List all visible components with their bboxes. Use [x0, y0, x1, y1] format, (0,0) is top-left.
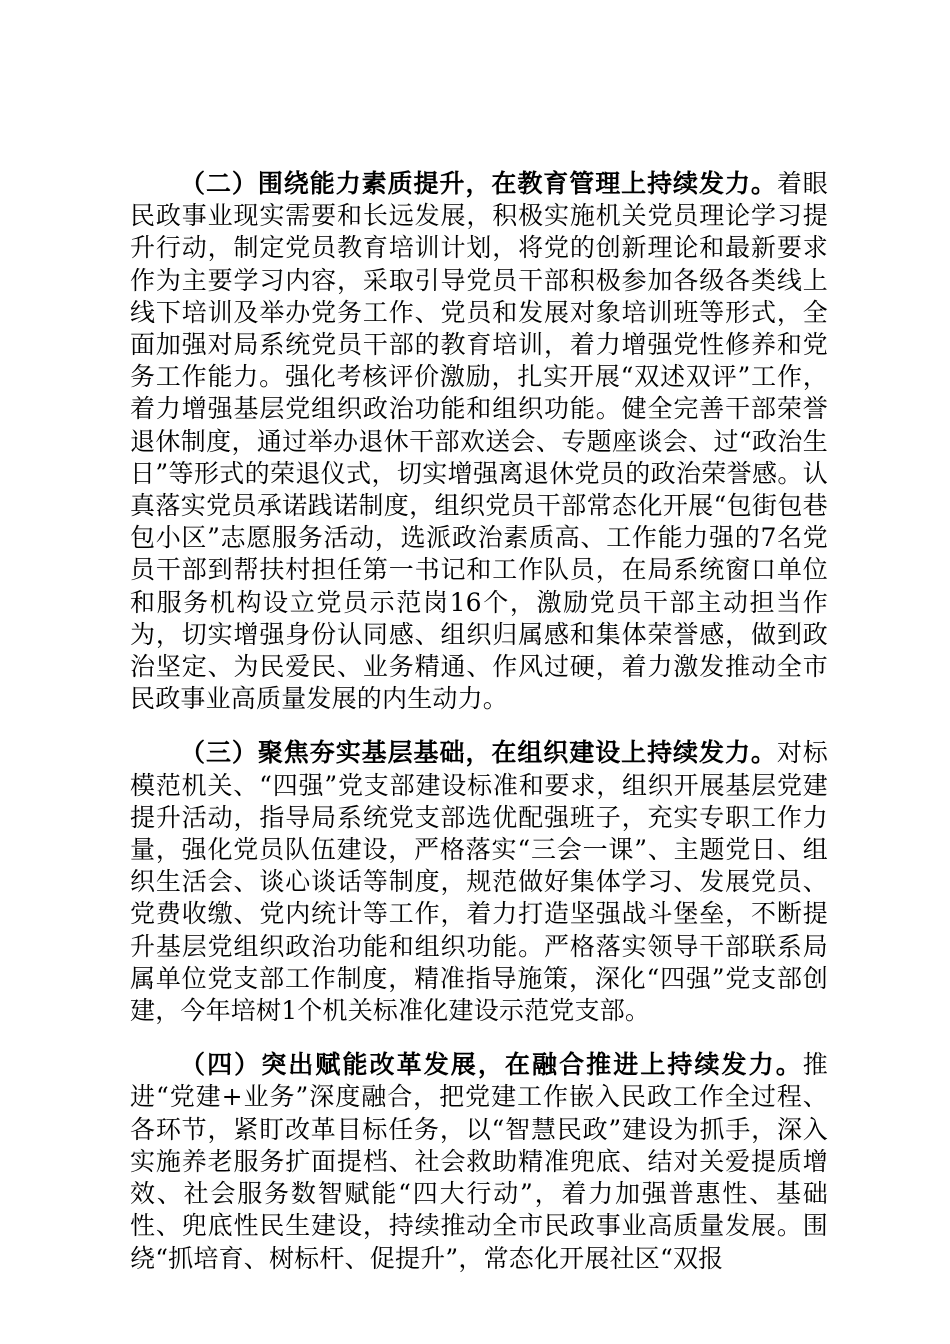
section-body: 推进“党建+业务”深度融合，把党建工作嵌入民政工作全过程、各环节，紧盯改革目标任务，以“智慧民政”建设为抓手，深入实施养老服务扩面提档、社会救助精准兜底、结对关爱提质增效、社会服务数智赋能“四大行动”，着力加强普惠性、基础性、兜底性民生建设，持续推动全市民政事业高质量发展。围绕“抓培育、树标杆、促提升”，常态化开展社区“双报 [130, 1050, 828, 1273]
section-heading: （二）围绕能力素质提升，在教育管理上持续发力。 [180, 169, 777, 198]
paragraph-section-3 [130, 737, 828, 1027]
section-heading: （四）突出赋能改革发展，在融合推进上持续发力。 [180, 1050, 803, 1080]
document-page [130, 168, 828, 1297]
section-body: 着眼民政事业现实需要和长远发展，积极实施机关党员理论学习提升行动，制定党员教育培训计划，将党的创新理论和最新要求作为主要学习内容，采取引导党员干部积极参加各级各类线上线下培训及举办党务工作、党员和发展对象培训班等形式，全面加强对局系统党员干部的教育培训，着力增强党性修养和党务工作能力。强化考核评价激励，扎实开展“双述双评”工作，着力增强基层党组织政治功能和组织功能。健全完善干部荣誉退休制度，通过举办退休干部欢送会、专题座谈会、过“政治生日”等形式的荣退仪式，切实增强离退休党员的政治荣誉感。认真落实党员承诺践诺制度，组织党员干部常态化开展“包街包巷包小区”志愿服务活动，选派政治素质高、工作能力强的7名党员干部到帮扶村担任第一书记和工作队员，在局系统窗口单位和服务机构设立党员示范岗16个，激励党员干部主动担当作为，切实增强身份认同感、组织归属感和集体荣誉感，做到政治坚定、为民爱民、业务精通、作风过硬，着力激发推动全市民政事业高质量发展的内生动力。 [130, 169, 828, 714]
paragraph-section-4 [130, 1049, 828, 1274]
section-body: 对标模范机关、“四强”党支部建设标准和要求，组织开展基层党建提升活动，指导局系统党支部选优配强班子，充实专职工作力量，强化党员队伍建设，严格落实“三会一课”、主题党日、组织生活会、谈心谈话等制度，规范做好集体学习、发展党员、党费收缴、党内统计等工作，着力打造坚强战斗堡垒，不断提升基层党组织政治功能和组织功能。严格落实领导干部联系局属单位党支部工作制度，精准指导施策，深化“四强”党支部创建，今年培树1个机关标准化建设示范党支部。 [130, 738, 828, 1026]
paragraph-section-2 [130, 168, 828, 715]
section-heading: （三）聚焦夯实基层基础，在组织建设上持续发力。 [180, 738, 777, 768]
